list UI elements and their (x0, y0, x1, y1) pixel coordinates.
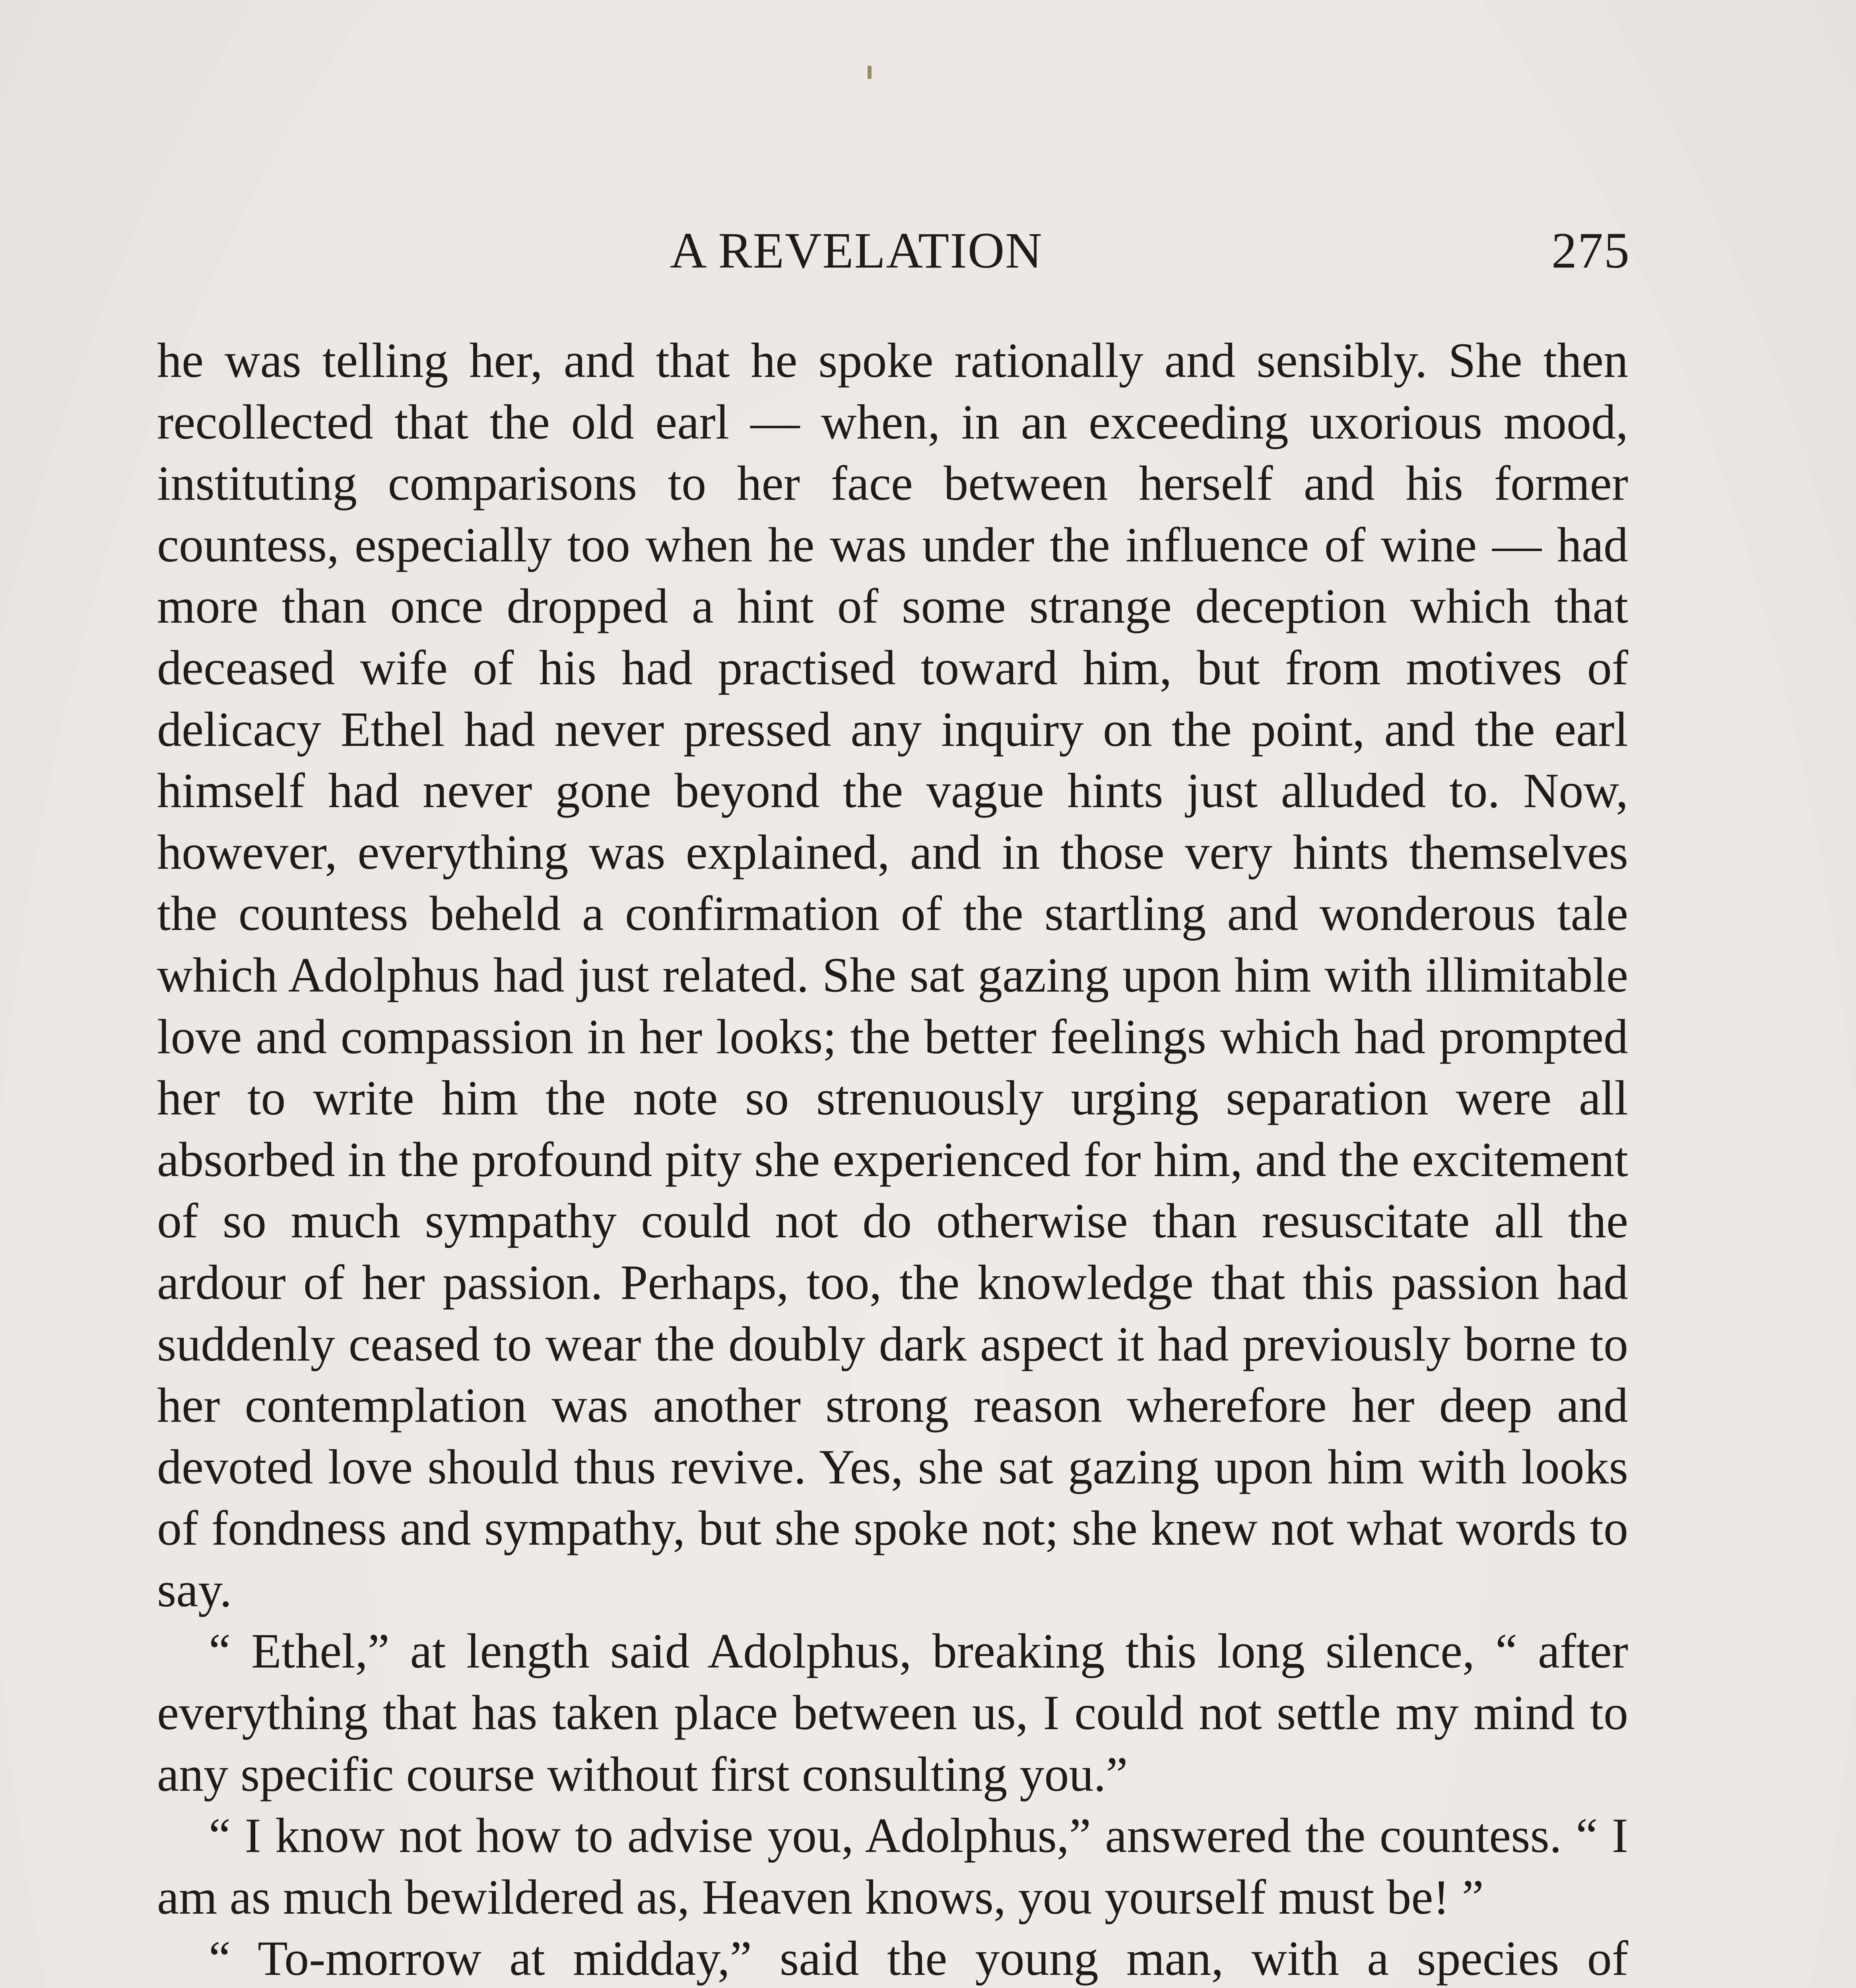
paper-speck (868, 66, 872, 79)
paragraph-continued: he was telling her, and that he spoke rationally and sensibly. She then recollected that the old earl — when, in an exceeding uxorious mood, instituting comparisons to her face between herself and his former countess, especially too when he was under the influence of wine — had more than once dropped a hint of some strange deception which that deceased wife of his had practised toward him, but from motives of delicacy Ethel had never pressed any inquiry on the point, and the earl himself had never gone beyond the vague hints just alluded to. Now, however, everything was explained, and in those very hints themselves the countess beheld a confirmation of the startling and wonderous tale which Adolphus had just related. She sat gazing upon him with illimitable love and compassion in her looks; the better feelings which had prompted her to write him the note so strenuously urging separation were all absorbed in the profound pity she experienced for him, and the excitement of so much sympathy could not do otherwise than resuscitate all the ardour of her passion. Perhaps, too, the knowledge that this passion had suddenly ceased to wear the doubly dark aspect it had previously borne to her contemplation was another strong reason wherefore her deep and devoted love should thus revive. Yes, she sat gazing upon him with looks of fondness and sympathy, but she spoke not; she knew not what words to say. (157, 333, 1628, 1617)
page-number: 275 (1551, 222, 1630, 279)
paragraph: “ I know not how to advise you, Adolphus,” answered the countess. “ I am as much bewildered as, Heaven knows, you yourself must be! ” (157, 1808, 1628, 1924)
paragraph: “ To-morrow at midday,” said the young man, with a species of (209, 1931, 1628, 1986)
running-title: A REVELATION (670, 222, 1043, 279)
running-head (159, 217, 1630, 284)
body-text (157, 330, 1628, 1988)
paragraph: “ Ethel,” at length said Adolphus, breaking this long silence, “ after everything that has taken place between us, I could not settle my mind to any specific course without first consulting you.” (157, 1624, 1628, 1802)
